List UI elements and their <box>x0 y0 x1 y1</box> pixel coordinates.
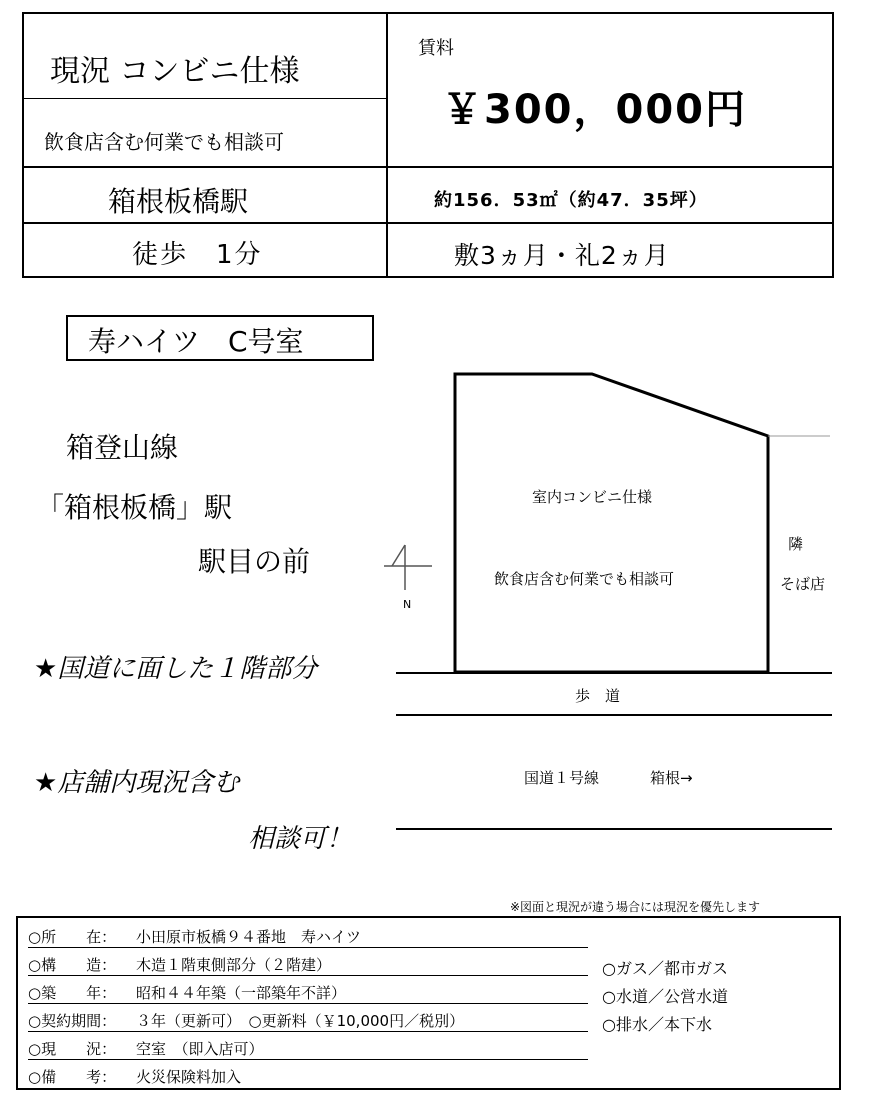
map-business-label: 飲食店含む何業でも相談可 <box>494 570 675 588</box>
map-interior-label: 室内コンビニ仕様 <box>532 488 653 506</box>
detail-value: 木造１階東側部分（２階建） <box>136 956 332 974</box>
detail-row <box>28 1066 241 1087</box>
row-rule <box>28 947 588 948</box>
area-text: 約156．53㎡（約47．35坪） <box>434 190 708 211</box>
sidewalk-label: 歩 道 <box>575 687 621 705</box>
detail-row <box>28 926 361 947</box>
road-label: 国道１号線 <box>524 769 600 787</box>
detail-label: ○契約期間： <box>28 1012 117 1030</box>
detail-row <box>28 1010 464 1031</box>
map-neighbor-label: 隣 <box>788 535 804 553</box>
rent-label: 賃料 <box>418 38 454 59</box>
note-fixtures: ★店舗内現況含む <box>34 768 240 798</box>
walk-text: 徒歩 1分 <box>132 240 263 270</box>
row-rule <box>28 1003 588 1004</box>
row-rule <box>28 1031 588 1032</box>
utility-water: ○水道／公営水道 <box>602 987 728 1006</box>
note-road-front: ★国道に面した１階部分 <box>34 654 318 684</box>
condition-text: 現況 コンビニ仕様 <box>50 54 300 89</box>
disclaimer: ※図面と現況が違う場合には現況を優先します <box>510 900 761 914</box>
access-front: 駅目の前 <box>198 545 311 578</box>
detail-value: 空室 （即入店可） <box>136 1040 264 1058</box>
detail-label: ○備 考： <box>28 1068 117 1086</box>
detail-row <box>28 954 331 975</box>
detail-label: ○現 況： <box>28 1040 117 1058</box>
north-label: N <box>403 598 412 611</box>
row-rule <box>28 1059 588 1060</box>
map-neighbor-shop: そば店 <box>780 575 826 593</box>
direction-label: 箱根→ <box>650 769 693 787</box>
access-station: 「箱根板橋」駅 <box>36 491 233 524</box>
station-text: 箱根板橋駅 <box>108 185 249 218</box>
rent-value: ￥300，000円 <box>442 87 747 133</box>
floor-outline <box>455 374 768 672</box>
detail-value: 昭和４４年築（一部築年不詳） <box>136 984 347 1002</box>
row-rule <box>28 975 588 976</box>
detail-label: ○構 造： <box>28 956 117 974</box>
detail-row <box>28 982 346 1003</box>
utility-drain: ○排水／本下水 <box>602 1015 712 1034</box>
rail-line: 箱登山線 <box>66 431 179 464</box>
utility-gas: ○ガス／都市ガス <box>602 959 728 978</box>
property-details <box>16 916 841 1090</box>
deposit-text: 敷3ヵ月・礼2ヵ月 <box>454 241 670 270</box>
business-text: 飲食店含む何業でも相談可 <box>44 130 284 154</box>
detail-value: 小田原市板橋９４番地 寿ハイツ <box>136 928 362 946</box>
detail-label: ○所 在： <box>28 928 117 946</box>
north-arrow-icon <box>384 545 432 590</box>
detail-row <box>28 1038 264 1059</box>
detail-label: ○築 年： <box>28 984 117 1002</box>
note-negotiable: 相談可！ <box>248 824 353 854</box>
detail-value: 火災保険料加入 <box>136 1068 242 1086</box>
detail-value: ３年（更新可） ○更新料（￥10,000円／税別） <box>136 1012 465 1030</box>
building-name: 寿ハイツ C号室 <box>88 325 304 358</box>
